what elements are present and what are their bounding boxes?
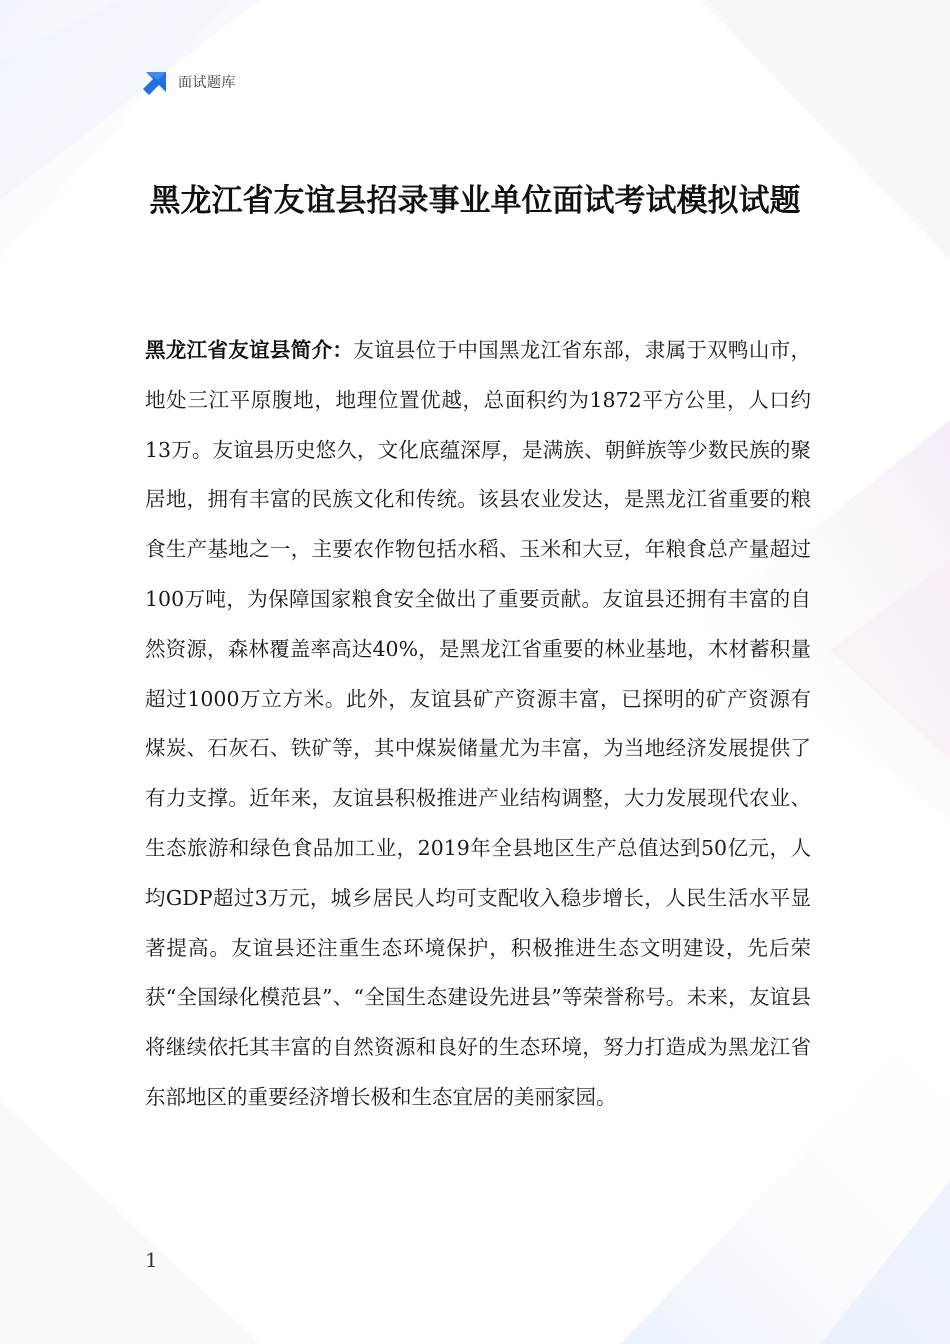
page-number: 1 xyxy=(145,1248,158,1272)
header-brand xyxy=(143,68,236,96)
header-label: 面试题库 xyxy=(178,75,236,91)
intro-text: 友谊县位于中国黑龙江省东部，隶属于双鸭山市，地处三江平原腹地，地理位置优越，总面积约为1872平方公里，人口约13万。友谊县历史悠久，文化底蕴深厚，是满族、朝鲜族等少数民族的聚居地，拥有丰富的民族文化和传统。该县农业发达，是黑龙江省重要的粮食生产基地之一，主要农作物包括水稻、玉米和大豆，年粮食总产量超过100万吨，为保障国家粮食安全做出了重要贡献。友谊县还拥有丰富的自然资源，森林覆盖率高达40%，是黑龙江省重要的林业基地，木材蓄积量超过1000万立方米。此外，友谊县矿产资源丰富，已探明的矿产资源有煤炭、石灰石、铁矿等，其中煤炭储量尤为丰富，为当地经济发展提供了有力支撑。近年来，友谊县积极推进产业结构调整，大力发展现代农业、生态旅游和绿色食品加工业，2019年全县地区生产总值达到50亿元，人均GDP超过3万元，城乡居民人均可支配收入稳步增长，人民生活水平显著提高。友谊县还注重生态环境保护，积极推进生态文明建设，先后荣获“全国绿化模范县”、“全国生态建设先进县”等荣誉称号。未来，友谊县将继续依托其丰富的自然资源和良好的生态环境，努力打造成为黑龙江省东部地区的重要经济增长极和生态宜居的美丽家园。 xyxy=(145,338,812,1109)
intro-label: 黑龙江省友谊县简介： xyxy=(145,338,354,362)
intro-paragraph xyxy=(145,326,811,1123)
arrow-up-right-icon xyxy=(143,69,169,95)
document-title: 黑龙江省友谊县招录事业单位面试考试模拟试题 xyxy=(149,183,801,219)
